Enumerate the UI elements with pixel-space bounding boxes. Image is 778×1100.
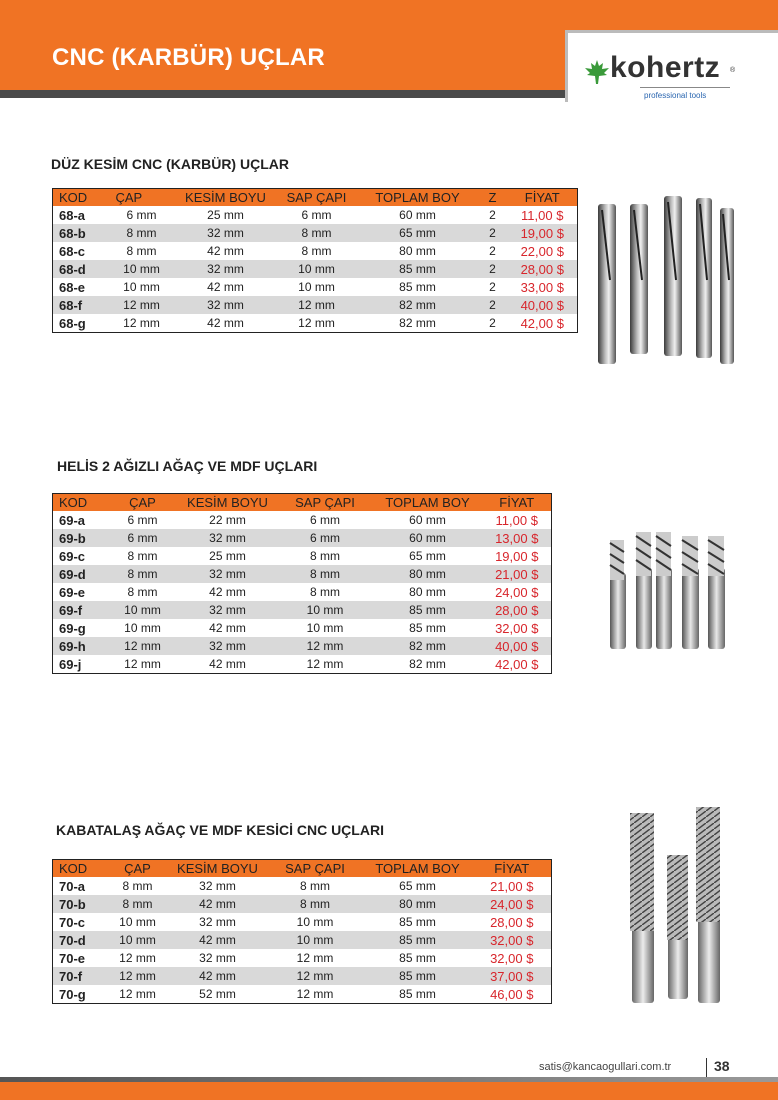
product-code: 69-j (59, 656, 82, 672)
column-header: TOPLAM BOY (363, 860, 473, 878)
table-cell: 10 mm (268, 931, 363, 949)
product-code: 69-c (59, 548, 86, 564)
table-cell: 12 mm (298, 316, 335, 330)
column-header: KOD (53, 494, 108, 512)
table-cell: 42 mm (168, 895, 268, 913)
table-cell: 42 mm (168, 967, 268, 985)
column-header: ÇAP (108, 189, 176, 207)
product-code: 68-g (59, 315, 86, 331)
price-cell: 19,00 $ (508, 224, 578, 242)
table-cell: 60 mm (409, 513, 446, 527)
table-cell: 10 mm (123, 280, 160, 294)
table-row (53, 895, 552, 913)
product-code: 69-e (59, 584, 86, 600)
table-cell: 8 mm (108, 895, 168, 913)
price-cell: 19,00 $ (495, 548, 539, 564)
column-header: KOD (53, 860, 108, 878)
table-cell: 32 mm (178, 565, 278, 583)
table-cell: 12 mm (268, 967, 363, 985)
table-header-row (53, 189, 578, 207)
table-cell: 10 mm (108, 260, 176, 278)
price-cell: 37,00 $ (473, 967, 552, 985)
table-cell: 8 mm (301, 244, 332, 258)
table-cell: 60 mm (399, 208, 436, 222)
table-cell: 10 mm (124, 621, 161, 635)
product-code: 70-e (59, 950, 86, 966)
table-cell: 65 mm (399, 879, 436, 893)
table-cell: 2 (478, 296, 508, 314)
page-number: 38 (714, 1058, 730, 1074)
table-cell: 32 mm (176, 296, 276, 314)
product-code: 68-a (59, 207, 86, 223)
price-cell: 32,00 $ (495, 620, 539, 636)
column-header: KESİM BOYU (168, 860, 268, 878)
table-cell: 6 mm (127, 513, 158, 527)
table-cell: 25 mm (207, 208, 244, 222)
table-row (53, 949, 552, 967)
table-cell: 8 mm (127, 549, 158, 563)
table-cell: 32 mm (176, 224, 276, 242)
product-code: 68-e (59, 279, 86, 295)
table-row (53, 314, 578, 333)
table-row (53, 529, 552, 547)
table-cell: 8 mm (122, 879, 153, 893)
table-cell: 42 mm (209, 657, 246, 671)
table-cell: 8 mm (310, 549, 340, 563)
table-cell: 52 mm (199, 987, 236, 1001)
table-cell: 12 mm (296, 987, 334, 1001)
table-row (53, 224, 578, 242)
table-cell: 12 mm (108, 967, 168, 985)
table-cell: 85 mm (373, 601, 483, 619)
product-code: 70-b (53, 895, 108, 913)
table-cell: 80 mm (399, 244, 436, 258)
price-cell: 40,00 $ (483, 637, 552, 655)
spiral-bits-image (600, 528, 750, 653)
table-row (53, 637, 552, 655)
table-cell: 8 mm (268, 895, 363, 913)
header-divider (0, 90, 565, 98)
table-header-row (53, 494, 552, 512)
column-header: KESİM BOYU (176, 189, 276, 207)
price-cell: 21,00 $ (490, 878, 534, 894)
table-cell: 32 mm (178, 637, 278, 655)
price-cell: 32,00 $ (473, 931, 552, 949)
table-cell: 42 mm (209, 621, 246, 635)
table-row (53, 242, 578, 260)
column-header: SAP ÇAPI (278, 494, 373, 512)
table-cell: 8 mm (126, 244, 157, 258)
table-cell: 80 mm (409, 585, 446, 599)
table-cell: 12 mm (119, 987, 156, 1001)
table-cell: 6 mm (310, 513, 340, 527)
product-code: 70-g (59, 986, 86, 1002)
table-cell: 12 mm (276, 296, 358, 314)
table-row (53, 655, 552, 674)
price-cell: 24,00 $ (473, 895, 552, 913)
column-header: ÇAP (108, 494, 178, 512)
table-row (53, 511, 552, 529)
price-cell: 42,00 $ (520, 315, 564, 331)
product-table-70 (52, 859, 552, 1004)
straight-bits-image (590, 190, 740, 370)
table-cell: 82 mm (358, 296, 478, 314)
table-cell: 65 mm (358, 224, 478, 242)
table-cell: 8 mm (310, 585, 340, 599)
price-cell: 11,00 $ (495, 512, 538, 528)
product-code: 70-a (59, 878, 86, 894)
product-code: 70-f (53, 967, 108, 985)
product-table-68 (52, 188, 578, 333)
table-cell: 8 mm (278, 565, 373, 583)
price-cell: 32,00 $ (490, 950, 534, 966)
table-cell: 2 (478, 224, 508, 242)
product-code: 70-c (59, 914, 86, 930)
table-row (53, 619, 552, 637)
roughing-bits-image (618, 805, 730, 1005)
product-code: 68-f (53, 296, 108, 314)
table-cell: 10 mm (278, 601, 373, 619)
table-cell: 12 mm (278, 637, 373, 655)
column-header: SAP ÇAPI (276, 189, 358, 207)
price-cell: 13,00 $ (483, 529, 552, 547)
footer-band (0, 1082, 778, 1100)
column-header: FİYAT (508, 189, 578, 207)
table-cell: 85 mm (358, 260, 478, 278)
section-title: KABATALAŞ AĞAÇ VE MDF KESİCİ CNC UÇLARI (56, 822, 384, 838)
column-header: KESİM BOYU (178, 494, 278, 512)
price-cell: 42,00 $ (495, 656, 539, 672)
table-cell: 32 mm (176, 260, 276, 278)
table-cell: 12 mm (123, 316, 160, 330)
table-cell: 42 mm (207, 244, 244, 258)
table-cell: 25 mm (209, 549, 246, 563)
table-cell: 12 mm (124, 657, 161, 671)
table-cell: 10 mm (276, 260, 358, 278)
table-cell: 85 mm (399, 987, 436, 1001)
table-cell: 12 mm (306, 657, 344, 671)
table-cell: 22 mm (209, 513, 246, 527)
table-cell: 80 mm (373, 565, 483, 583)
table-cell: 6 mm (278, 529, 373, 547)
price-cell: 28,00 $ (508, 260, 578, 278)
product-code: 69-g (59, 620, 86, 636)
logo-tagline: professional tools (644, 91, 707, 100)
section-title: DÜZ KESİM CNC (KARBÜR) UÇLAR (51, 156, 289, 172)
table-row (53, 206, 578, 224)
price-cell: 28,00 $ (490, 914, 534, 930)
table-cell: 42 mm (207, 316, 244, 330)
table-cell: 82 mm (373, 637, 483, 655)
table-cell: 82 mm (409, 657, 446, 671)
table-cell: 6 mm (301, 208, 332, 222)
column-header: TOPLAM BOY (373, 494, 483, 512)
product-code: 69-b (53, 529, 108, 547)
column-header: KOD (53, 189, 108, 207)
table-cell: 8 mm (276, 224, 358, 242)
table-row (53, 967, 552, 985)
product-code: 68-b (53, 224, 108, 242)
table-cell: 85 mm (409, 621, 446, 635)
product-code: 69-h (53, 637, 108, 655)
table-cell: 10 mm (296, 915, 334, 929)
table-cell: 42 mm (207, 280, 244, 294)
table-cell: 12 mm (108, 637, 178, 655)
table-cell: 65 mm (409, 549, 446, 563)
table-cell: 2 (489, 244, 496, 258)
maple-leaf-icon (584, 59, 610, 85)
column-header: Z (478, 189, 508, 207)
table-cell: 32 mm (199, 879, 236, 893)
table-cell: 8 mm (127, 585, 158, 599)
table-row (53, 260, 578, 278)
product-code: 69-f (53, 601, 108, 619)
table-cell: 10 mm (306, 621, 344, 635)
table-cell: 60 mm (373, 529, 483, 547)
product-code: 69-a (59, 512, 86, 528)
table-cell: 2 (489, 316, 496, 330)
column-header: ÇAP (108, 860, 168, 878)
table-cell: 10 mm (108, 601, 178, 619)
table-cell: 85 mm (399, 915, 436, 929)
brand-logo (565, 30, 778, 102)
table-cell: 85 mm (363, 931, 473, 949)
table-cell: 32 mm (178, 601, 278, 619)
table-row (53, 913, 552, 931)
price-cell: 28,00 $ (483, 601, 552, 619)
table-cell: 80 mm (363, 895, 473, 913)
table-row (53, 583, 552, 601)
table-cell: 85 mm (363, 967, 473, 985)
table-cell: 6 mm (126, 208, 157, 222)
product-table-69 (52, 493, 552, 674)
column-header: FİYAT (473, 860, 552, 878)
column-header: SAP ÇAPI (268, 860, 363, 878)
footer-email: satis@kancaogullari.com.tr (539, 1061, 672, 1073)
table-cell: 10 mm (108, 931, 168, 949)
logo-wordmark: kohertz (610, 51, 721, 84)
price-cell: 24,00 $ (495, 584, 539, 600)
table-row (53, 547, 552, 565)
table-row (53, 985, 552, 1004)
table-cell: 82 mm (399, 316, 436, 330)
section-title: HELİS 2 AĞIZLI AĞAÇ VE MDF UÇLARI (57, 458, 318, 474)
table-cell: 2 (478, 260, 508, 278)
product-code: 68-c (59, 243, 86, 259)
logo-underline (640, 87, 730, 88)
table-cell: 42 mm (168, 931, 268, 949)
table-cell: 8 mm (108, 565, 178, 583)
table-row (53, 296, 578, 314)
table-cell: 10 mm (119, 915, 156, 929)
table-row (53, 931, 552, 949)
table-row (53, 601, 552, 619)
column-header: TOPLAM BOY (358, 189, 478, 207)
table-cell: 6 mm (108, 529, 178, 547)
table-cell: 2 (489, 208, 496, 222)
table-cell: 10 mm (298, 280, 335, 294)
price-cell: 33,00 $ (520, 279, 564, 295)
logo-registered-mark: ® (730, 67, 736, 74)
product-code: 68-d (53, 260, 108, 278)
table-cell: 32 mm (178, 529, 278, 547)
table-cell: 32 mm (199, 915, 236, 929)
product-code: 70-d (53, 931, 108, 949)
price-cell: 21,00 $ (483, 565, 552, 583)
table-cell: 8 mm (300, 879, 330, 893)
table-cell: 85 mm (399, 280, 436, 294)
table-cell: 12 mm (119, 951, 156, 965)
price-cell: 40,00 $ (508, 296, 578, 314)
price-cell: 22,00 $ (520, 243, 564, 259)
price-cell: 46,00 $ (490, 986, 534, 1002)
table-row (53, 877, 552, 895)
price-cell: 11,00 $ (521, 207, 564, 223)
table-cell: 8 mm (108, 224, 176, 242)
product-code: 69-d (53, 565, 108, 583)
table-cell: 85 mm (399, 951, 436, 965)
table-cell: 42 mm (209, 585, 246, 599)
table-cell: 12 mm (108, 296, 176, 314)
table-row (53, 565, 552, 583)
page-title: CNC (KARBÜR) UÇLAR (52, 44, 325, 71)
column-header: FİYAT (483, 494, 552, 512)
table-row (53, 278, 578, 296)
table-cell: 32 mm (199, 951, 236, 965)
footer-divider (706, 1058, 707, 1078)
table-header-row (53, 860, 552, 878)
table-cell: 2 (489, 280, 496, 294)
table-cell: 12 mm (296, 951, 334, 965)
